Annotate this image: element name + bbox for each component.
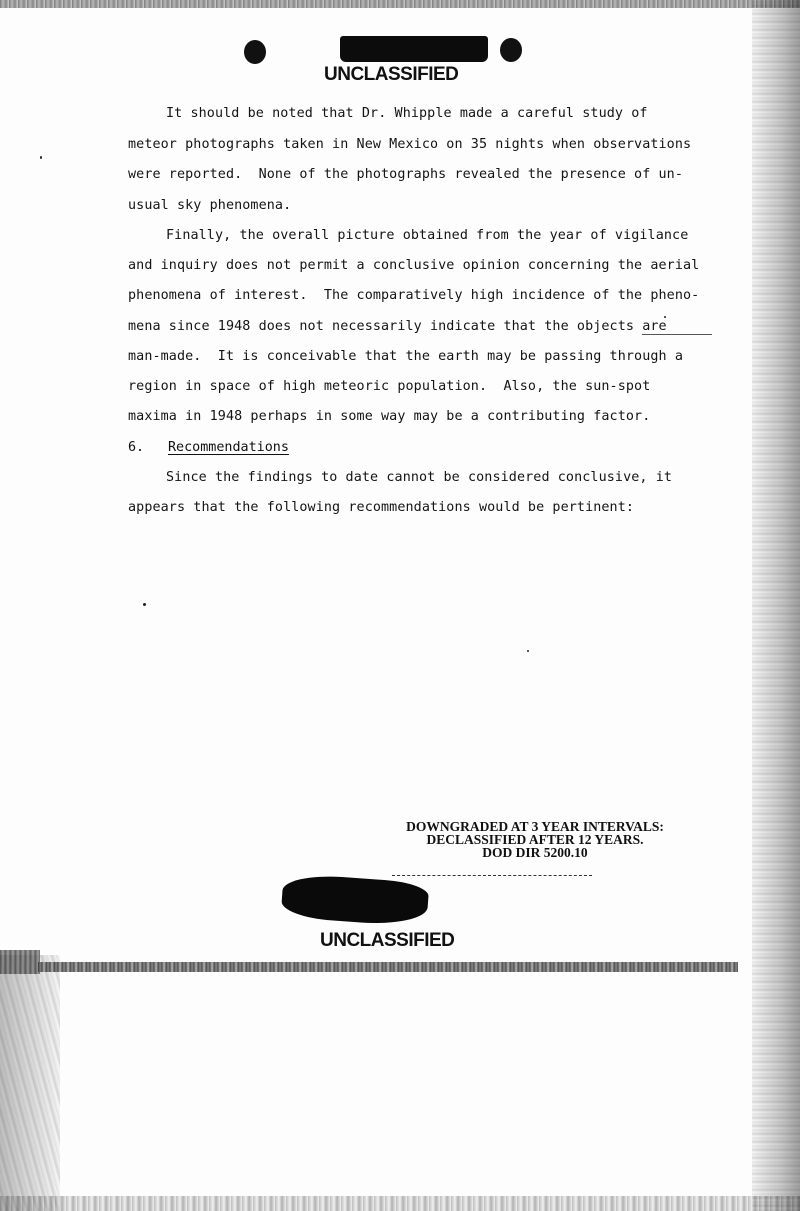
body-line: meteor photographs taken in New Mexico on 35 nights when observations — [128, 137, 692, 152]
downgrade-line: DECLASSIFIED AFTER 12 YEARS. — [426, 832, 644, 847]
scan-bottom-edge — [0, 1196, 800, 1211]
punch-hole-left — [244, 40, 266, 64]
body-line: phenomena of interest. The comparatively high incidence of the pheno- — [128, 288, 700, 303]
section-number: 6. — [128, 440, 145, 455]
scan-bottom-rule — [38, 962, 738, 972]
scan-speck — [664, 316, 666, 318]
redaction-bar-bottom — [281, 873, 430, 927]
body-line: mena since 1948 does not necessarily indicate that the objects are — [128, 319, 667, 334]
body-line: maxima in 1948 perhaps in some way may be a contributing factor. — [128, 409, 651, 424]
classification-stamp-top: UNCLASSIFIED — [324, 64, 459, 85]
body-line: were reported. None of the photographs revealed the presence of un- — [128, 167, 684, 182]
scan-speck — [527, 650, 529, 652]
body-line: and inquiry does not permit a conclusive opinion concerning the aerial — [128, 258, 700, 273]
redaction-bar-top — [340, 36, 488, 62]
body-line: It should be noted that Dr. Whipple made a careful study of — [166, 106, 648, 121]
body-line: appears that the following recommendations would be pertinent: — [128, 500, 635, 515]
classification-stamp-bottom: UNCLASSIFIED — [320, 930, 455, 951]
downgrade-stamp — [380, 820, 690, 859]
downgrade-line: DOWNGRADED AT 3 YEAR INTERVALS: — [406, 819, 664, 834]
body-line: Since the findings to date cannot be considered conclusive, it — [166, 470, 673, 485]
scan-left-edge — [0, 955, 60, 1211]
scan-left-rule — [0, 950, 40, 974]
margin-mark — [642, 334, 712, 335]
body-line: usual sky phenomena. — [128, 198, 292, 213]
scan-top-edge — [0, 0, 800, 8]
scan-right-edge — [752, 0, 800, 1211]
scan-speck — [40, 156, 42, 159]
stamp-dashed-line — [392, 875, 592, 877]
body-line: man-made. It is conceivable that the earth may be passing through a — [128, 349, 684, 364]
body-line: Finally, the overall picture obtained from the year of vigilance — [166, 228, 689, 243]
punch-hole-right — [500, 38, 522, 62]
downgrade-line: DOD DIR 5200.10 — [482, 845, 588, 860]
body-line: region in space of high meteoric population. Also, the sun-spot — [128, 379, 651, 394]
section-title: Recommendations — [168, 440, 289, 455]
scan-speck — [143, 603, 146, 606]
